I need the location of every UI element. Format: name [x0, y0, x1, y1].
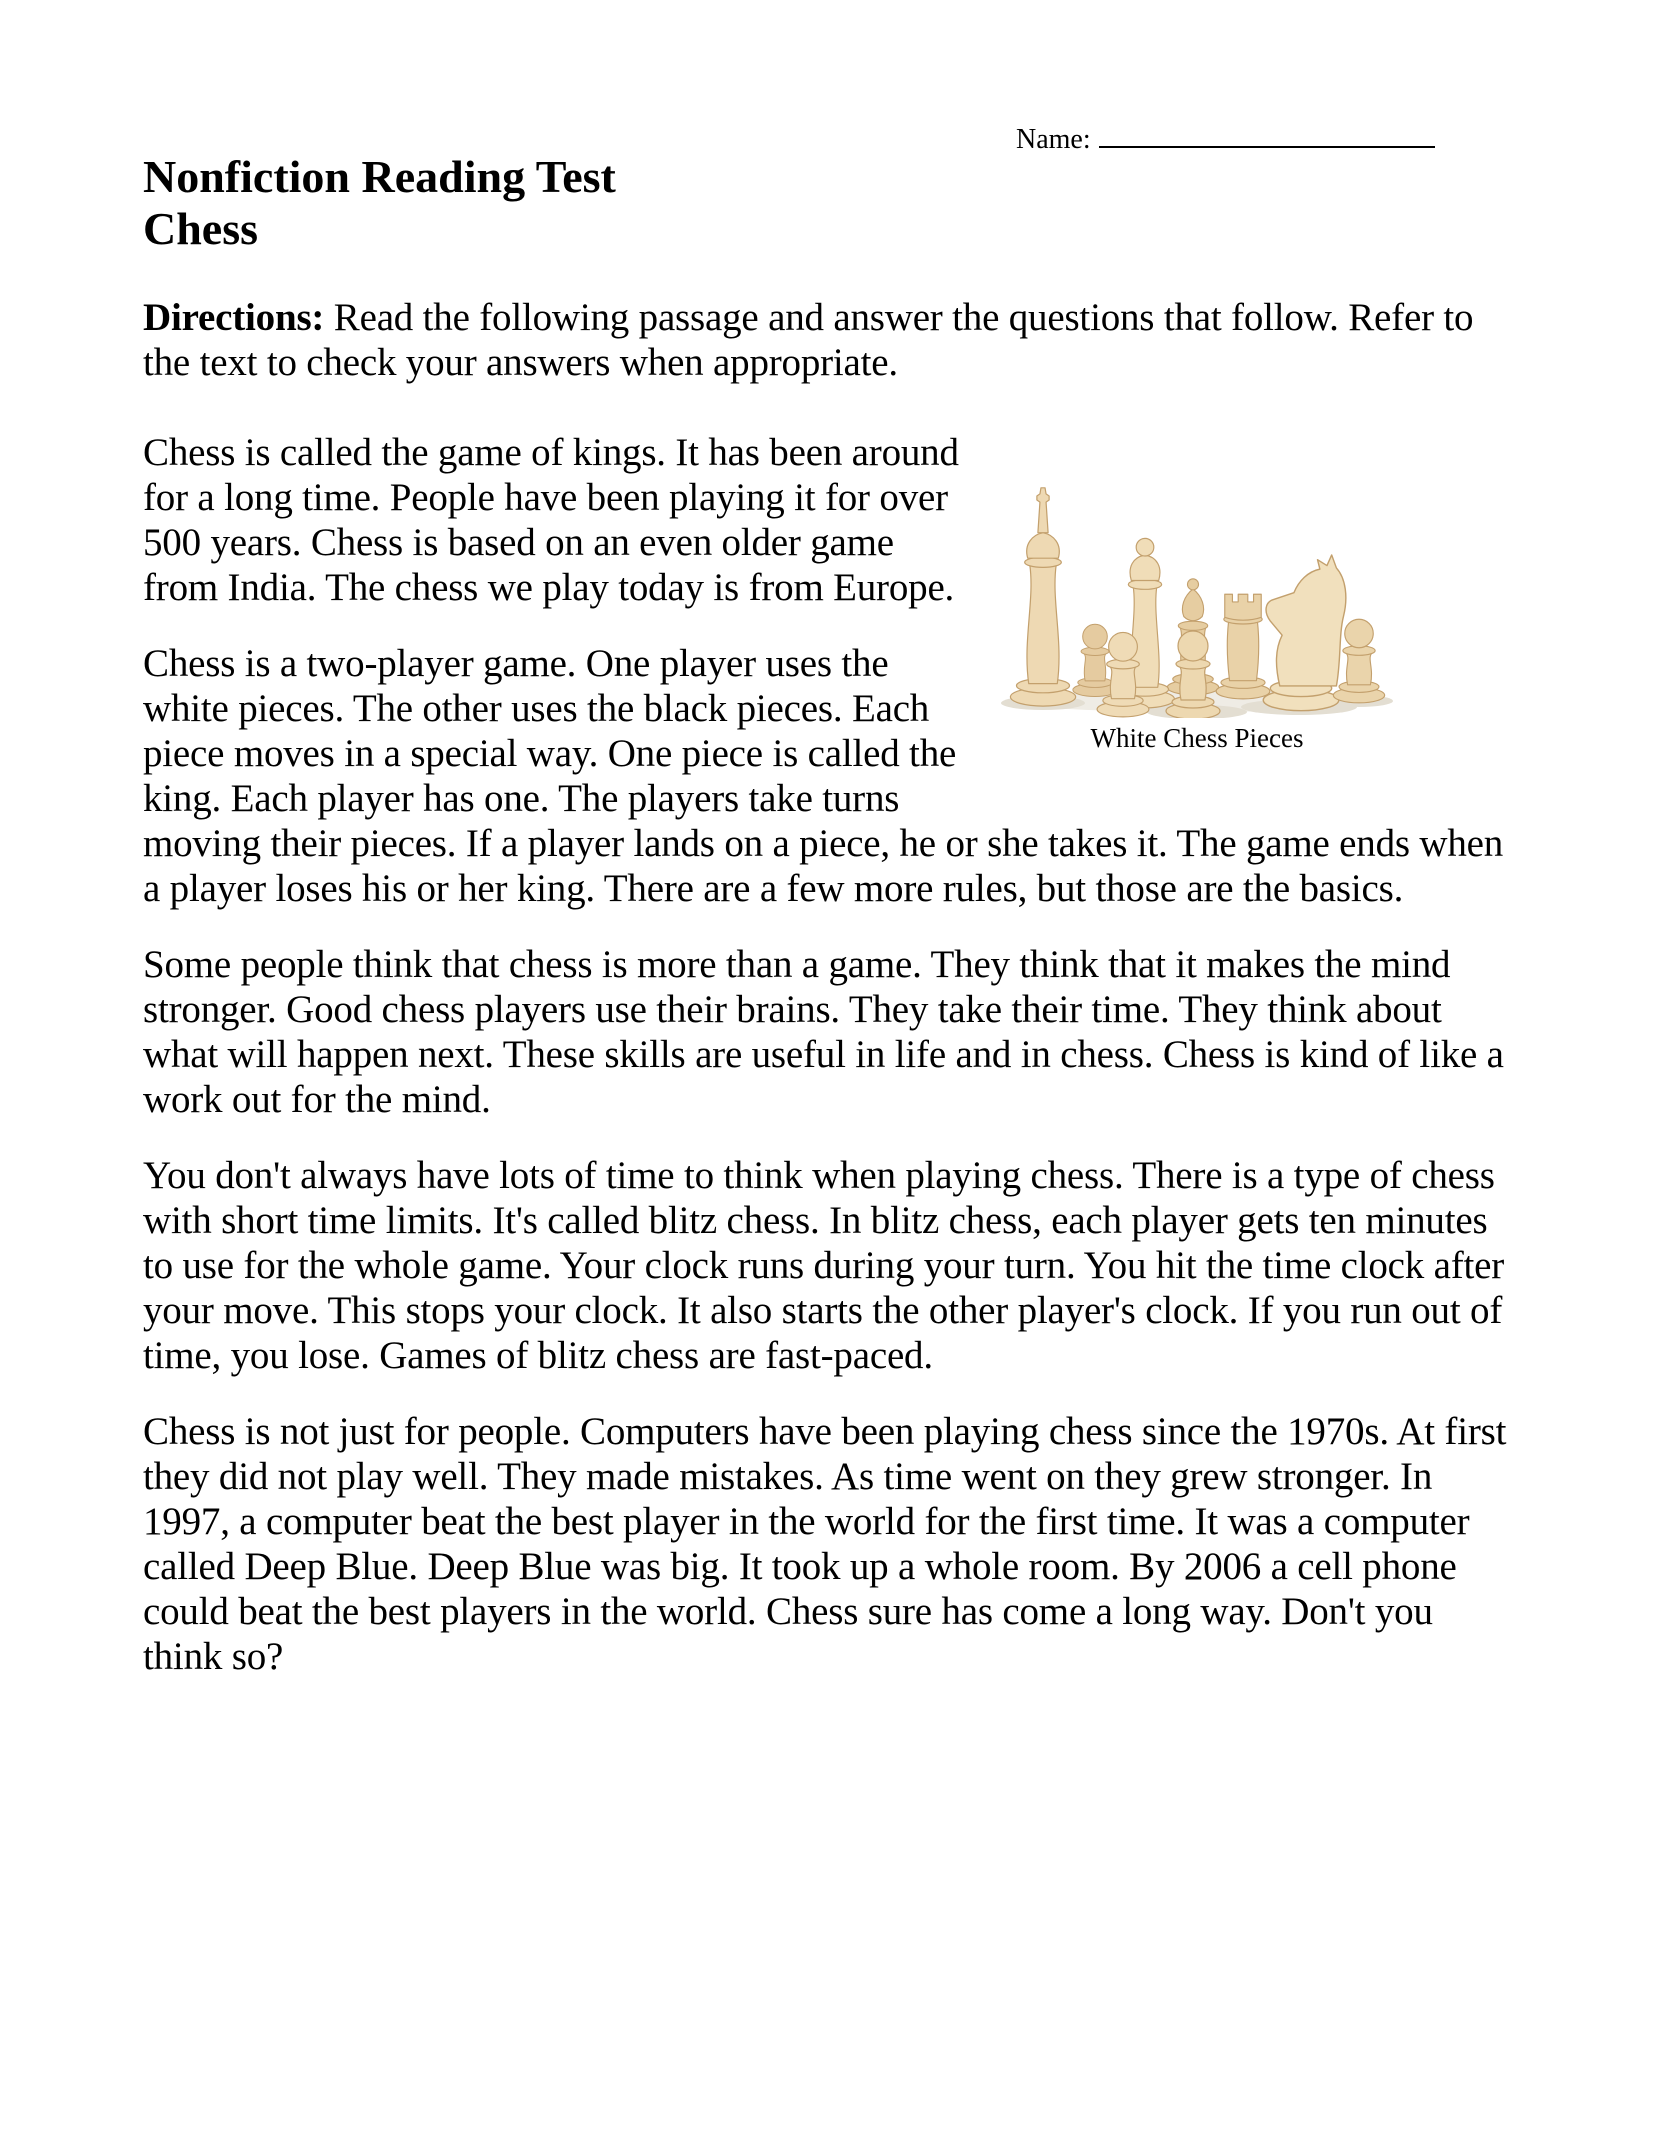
directions: [143, 295, 1507, 385]
passage-paragraph-4: You don't always have lots of time to think when playing chess. There is a type of chess with short time limits. It's called blitz chess. In blitz chess, each player gets ten minutes to use for the whole game. Your clock runs during your turn. You hit the time clock after your move. This stops your clock. It also starts the other player's clock. If you run out of time, you lose. Games of blitz chess are fast-paced.: [143, 1154, 1505, 1377]
figure-caption: White Chess Pieces: [1090, 723, 1304, 753]
pawn-piece: [1166, 631, 1220, 718]
white-chess-pieces-photo: [997, 448, 1397, 718]
name-row: [1016, 116, 1435, 157]
chess-pieces-figure: [987, 430, 1507, 810]
page-title: [143, 151, 616, 255]
name-blank-line: [1099, 116, 1435, 148]
rook-piece: [1216, 594, 1270, 699]
chess-pieces-figure-inner: [997, 448, 1397, 754]
passage-paragraph-3: Some people think that chess is more than a game. They think that it makes the mind stronger. Good chess players use their brains. They take their time. They think about what will happen next. These skills are useful in life and in chess. Chess is kind of like a work out for the mind.: [143, 943, 1504, 1121]
page-title-line2: Chess: [143, 203, 259, 254]
worksheet-body: [143, 295, 1507, 1710]
passage-paragraph-1: Chess is called the game of kings. It has been around for a long time. People have been playing it for over 500 years. Chess is based on an even older game from India. The chess we play today is from Europe.: [143, 431, 959, 609]
directions-text: Read the following passage and answer the questions that follow. Refer to the text to check your answers when appropriate.: [143, 296, 1474, 384]
knight-piece: [1263, 555, 1346, 711]
reading-passage: [143, 430, 1507, 1679]
passage-paragraph-5: Chess is not just for people. Computers have been playing chess since the 1970s. At first they did not play well. They made mistakes. As time went on they grew stronger. In 1997, a computer beat the best player in the world for the first time. It was a computer called Deep Blue. Deep Blue was big. It took up a whole room. By 2006 a cell phone could beat the best players in the world. Chess sure has come a long way. Don't you think so?: [143, 1410, 1507, 1678]
page-title-line1: Nonfiction Reading Test: [143, 151, 616, 202]
directions-label: Directions:: [143, 296, 325, 339]
passage-paragraph-2: Chess is a two-player game. One player uses the white pieces. The other uses the black pieces. Each piece moves in a special way. One piece is called the king. Each player has one. The players take turns moving their pieces. If a player lands on a piece, he or she takes it. The game ends when a player loses his or her king. There are a few more rules, but those are the basics.: [143, 642, 1504, 910]
name-label: Name:: [1016, 124, 1091, 155]
king-piece: [1010, 488, 1075, 706]
